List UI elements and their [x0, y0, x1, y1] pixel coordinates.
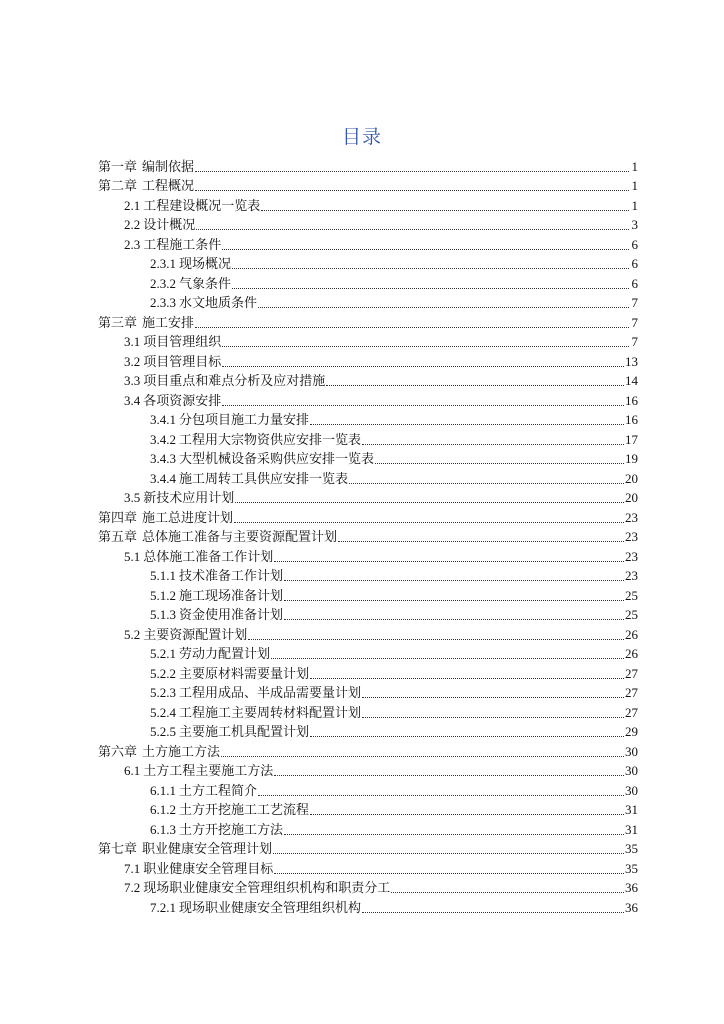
toc-entry-title: 工程施工条件	[143, 236, 222, 252]
toc-entry-number: 3.4.2	[150, 431, 176, 447]
toc-entry-number: 5.1.2	[150, 587, 176, 603]
toc-entry-number: 6.1.3	[150, 821, 176, 837]
toc-entry-number: 第六章	[98, 743, 138, 759]
toc-entry[interactable]	[98, 350, 638, 370]
toc-entry-number: 5.2.5	[150, 724, 176, 739]
toc-entry-number: 3.3	[124, 373, 141, 388]
toc-entry-page-number: 27	[625, 665, 638, 681]
toc-entry-number: 第七章	[98, 841, 138, 856]
dot-leader	[271, 658, 624, 659]
toc-entry-number: 6.1	[124, 763, 141, 778]
toc-entry-page-number: 23	[625, 529, 638, 544]
dot-leader	[232, 288, 629, 289]
dot-leader	[222, 405, 624, 406]
toc-entry[interactable]	[98, 467, 638, 487]
dot-leader	[234, 522, 624, 523]
toc-entry-title: 施工总进度计划	[142, 509, 234, 525]
toc-entry-page-number: 7	[631, 314, 638, 330]
toc-entry-title: 现场职业健康安全管理组织机构和职责分工	[143, 880, 391, 895]
dot-leader	[310, 678, 624, 679]
toc-entry-title: 主要原材料需要量计划	[179, 665, 310, 681]
toc-entry-page-number: 14	[625, 373, 638, 388]
toc-entry-number: 6.1.2	[150, 802, 176, 817]
toc-entry-number: 3.1	[124, 334, 141, 349]
toc-entry-title: 职业健康安全管理计划	[142, 841, 273, 856]
toc-entry[interactable]	[98, 175, 638, 195]
toc-entry[interactable]	[98, 565, 638, 585]
toc-entry-number: 3.4.1	[150, 412, 176, 427]
toc-entry[interactable]	[98, 214, 638, 234]
toc-entry[interactable]	[98, 857, 638, 877]
toc-entry[interactable]	[98, 194, 638, 214]
toc-entry-page-number: 27	[625, 704, 638, 720]
toc-entry-title: 土方开挖施工工艺流程	[179, 802, 310, 817]
dot-leader	[274, 775, 624, 776]
dot-leader	[248, 639, 624, 640]
toc-entry-number: 7.2	[124, 880, 141, 895]
toc-entry-title: 项目管理目标	[143, 353, 222, 369]
toc-entry-page-number: 7	[631, 295, 638, 310]
toc-entry[interactable]	[98, 311, 638, 331]
toc-entry-title: 劳动力配置计划	[179, 646, 271, 661]
toc-entry[interactable]	[98, 155, 638, 175]
toc-entry-number: 5.2.3	[150, 685, 176, 700]
toc-entry-title: 项目管理组织	[143, 334, 222, 349]
toc-entry-title: 施工周转工具供应安排一览表	[179, 470, 349, 486]
toc-entry-page-number: 30	[625, 743, 638, 759]
toc-entry-page-number: 36	[625, 880, 638, 895]
toc-entry[interactable]	[98, 662, 638, 682]
dot-leader	[221, 756, 624, 757]
toc-entry-number: 第四章	[98, 509, 138, 525]
dot-leader	[391, 892, 624, 893]
dot-leader	[338, 541, 624, 542]
toc-entry-title: 技术准备工作计划	[179, 568, 284, 583]
toc-entry-title: 项目重点和难点分析及应对措施	[143, 373, 326, 388]
toc-entry[interactable]	[98, 506, 638, 526]
toc-entry[interactable]	[98, 643, 638, 663]
toc-entry-number: 5.1.1	[150, 568, 176, 583]
toc-entry-page-number: 31	[625, 821, 638, 837]
toc-entry-page-number: 30	[625, 763, 638, 778]
dot-leader	[222, 366, 624, 367]
dot-leader	[310, 736, 624, 737]
toc-entry[interactable]	[98, 487, 638, 507]
dot-leader	[274, 873, 624, 874]
toc-entry-number: 6.1.1	[150, 782, 176, 798]
dot-leader	[258, 307, 629, 308]
toc-entry-number: 3.2	[124, 353, 141, 369]
toc-entry-page-number: 20	[625, 470, 638, 486]
dot-leader	[284, 580, 624, 581]
toc-entry-page-number: 3	[631, 217, 638, 232]
toc-entry[interactable]	[98, 604, 638, 624]
toc-entry-page-number: 13	[625, 353, 638, 369]
toc-entry-number: 7.2.1	[150, 899, 176, 915]
toc-entry-page-number: 16	[625, 392, 638, 408]
toc-entry[interactable]	[98, 428, 638, 448]
dot-leader	[235, 502, 624, 503]
dot-leader	[362, 912, 624, 913]
toc-entry[interactable]	[98, 877, 638, 897]
toc-entry-page-number: 1	[631, 158, 638, 174]
toc-entry-title: 工程建设概况一览表	[143, 197, 261, 213]
toc-entry-number: 2.3	[124, 236, 141, 252]
toc-entry-page-number: 23	[625, 568, 638, 583]
dot-leader	[362, 444, 624, 445]
toc-entry-title: 新技术应用计划	[143, 490, 235, 505]
toc-entry-title: 分包项目施工力量安排	[179, 412, 310, 427]
toc-entry[interactable]	[98, 896, 638, 916]
toc-entry-page-number: 23	[625, 548, 638, 564]
toc-entry-number: 5.2.2	[150, 665, 176, 681]
toc-entry-page-number: 23	[625, 509, 638, 525]
toc-entry-page-number: 19	[625, 451, 638, 466]
toc-entry-page-number: 31	[625, 802, 638, 817]
toc-entry[interactable]	[98, 779, 638, 799]
dot-leader	[375, 463, 624, 464]
toc-entry-page-number: 36	[625, 899, 638, 915]
dot-leader	[310, 424, 624, 425]
toc-entry-page-number: 25	[625, 587, 638, 603]
dot-leader	[326, 385, 624, 386]
toc-entry-title: 工程用成品、半成品需要量计划	[179, 685, 362, 700]
toc-entry-title: 水文地质条件	[179, 295, 258, 310]
toc-entry-number: 3.4	[124, 392, 141, 408]
toc-entry[interactable]	[98, 545, 638, 565]
toc-entry-page-number: 30	[625, 782, 638, 798]
toc-entry-number: 第三章	[98, 314, 138, 330]
toc-entry[interactable]	[98, 253, 638, 273]
dot-leader	[195, 190, 629, 191]
dot-leader	[261, 210, 629, 211]
toc-entry-title: 总体施工准备工作计划	[143, 548, 274, 564]
toc-entry-title: 职业健康安全管理目标	[143, 860, 274, 876]
toc-entry[interactable]	[98, 331, 638, 351]
toc-entry-page-number: 17	[625, 431, 638, 447]
toc-entry-title: 工程用大宗物资供应安排一览表	[179, 431, 362, 447]
dot-leader	[222, 249, 629, 250]
toc-entry-title: 土方工程主要施工方法	[143, 763, 274, 778]
dot-leader	[362, 717, 624, 718]
toc-entry-number: 2.3.3	[150, 295, 176, 310]
toc-entry[interactable]	[98, 526, 638, 546]
dot-leader	[195, 327, 629, 328]
toc-entry-page-number: 6	[631, 256, 638, 271]
dot-leader	[284, 619, 624, 620]
toc-entry-title: 工程施工主要周转材料配置计划	[179, 704, 362, 720]
toc-entry-number: 5.1	[124, 548, 141, 564]
toc-entry-title: 设计概况	[143, 217, 196, 232]
toc-entry-page-number: 26	[625, 626, 638, 642]
toc-entry-title: 施工现场准备计划	[179, 587, 284, 603]
toc-entry-page-number: 6	[631, 275, 638, 291]
toc-entry-title: 现场职业健康安全管理组织机构	[179, 899, 362, 915]
toc-entry[interactable]	[98, 389, 638, 409]
toc-entry-number: 2.1	[124, 197, 141, 213]
dot-leader	[195, 171, 629, 172]
toc-entry[interactable]	[98, 584, 638, 604]
toc-entry[interactable]	[98, 818, 638, 838]
toc-entry[interactable]	[98, 233, 638, 253]
toc-entry-number: 第一章	[98, 158, 138, 174]
toc-entry[interactable]	[98, 838, 638, 858]
toc-entry-page-number: 35	[625, 860, 638, 876]
toc-entry[interactable]	[98, 409, 638, 429]
toc-entry-number: 3.4.4	[150, 470, 176, 486]
toc-entry[interactable]	[98, 760, 638, 780]
dot-leader	[362, 697, 624, 698]
toc-entry-title: 土方施工方法	[142, 743, 221, 759]
toc-entry-page-number: 35	[625, 841, 638, 856]
toc-entry[interactable]	[98, 623, 638, 643]
toc-entry-number: 第二章	[98, 178, 138, 193]
dot-leader	[196, 229, 629, 230]
dot-leader	[222, 346, 629, 347]
toc-entry-page-number: 1	[631, 178, 638, 193]
toc-entry-title: 土方工程简介	[179, 782, 258, 798]
toc-entry[interactable]	[98, 370, 638, 390]
dot-leader	[284, 600, 624, 601]
toc-entry-number: 5.2.1	[150, 646, 176, 661]
toc-entry-title: 主要施工机具配置计划	[179, 724, 310, 739]
toc-entry[interactable]	[98, 272, 638, 292]
toc-title: 目录	[341, 126, 382, 148]
toc-entry-page-number: 29	[625, 724, 638, 739]
toc-entry-title: 大型机械设备采购供应安排一览表	[179, 451, 375, 466]
toc-entry-title: 编制依据	[142, 158, 195, 174]
toc-entry-title: 施工安排	[142, 314, 195, 330]
toc-entry-title: 主要资源配置计划	[143, 626, 248, 642]
toc-entry-number: 3.5	[124, 490, 141, 505]
toc-entry-title: 土方开挖施工方法	[179, 821, 284, 837]
toc-entry-title: 工程概况	[142, 178, 195, 193]
toc-entry-page-number: 20	[625, 490, 638, 505]
toc-entry-page-number: 16	[625, 412, 638, 427]
toc-entry-page-number: 1	[631, 197, 638, 213]
toc-entry[interactable]	[98, 701, 638, 721]
toc-entry-page-number: 7	[631, 334, 638, 349]
toc-entry-number: 5.2.4	[150, 704, 176, 720]
toc-entry-title: 各项资源安排	[143, 392, 222, 408]
toc-entry-title: 总体施工准备与主要资源配置计划	[142, 529, 338, 544]
toc-entry-title: 现场概况	[179, 256, 232, 271]
dot-leader	[258, 795, 624, 796]
toc-entry-page-number: 26	[625, 646, 638, 661]
toc-entry-number: 7.1	[124, 860, 141, 876]
toc-entry-number: 5.2	[124, 626, 141, 642]
toc-entry-title: 资金使用准备计划	[179, 607, 284, 622]
toc-entry-number: 2.3.2	[150, 275, 176, 291]
toc-entry[interactable]	[98, 721, 638, 741]
dot-leader	[310, 814, 624, 815]
toc-entry-number: 第五章	[98, 529, 138, 544]
dot-leader	[284, 834, 624, 835]
toc-entry[interactable]	[98, 292, 638, 312]
toc-entry-title: 气象条件	[179, 275, 232, 291]
toc-entry-number: 2.2	[124, 217, 141, 232]
toc-entry-number: 2.3.1	[150, 256, 176, 271]
toc-entry[interactable]	[98, 682, 638, 702]
toc-entry-number: 3.4.3	[150, 451, 176, 466]
dot-leader	[232, 268, 629, 269]
toc-list	[98, 155, 638, 916]
dot-leader	[349, 483, 624, 484]
toc-entry-number: 5.1.3	[150, 607, 176, 622]
dot-leader	[273, 853, 624, 854]
toc-entry-page-number: 25	[625, 607, 638, 622]
toc-entry-page-number: 27	[625, 685, 638, 700]
toc-entry[interactable]	[98, 799, 638, 819]
toc-entry[interactable]	[98, 740, 638, 760]
dot-leader	[274, 561, 624, 562]
toc-entry-page-number: 6	[631, 236, 638, 252]
toc-entry[interactable]	[98, 448, 638, 468]
